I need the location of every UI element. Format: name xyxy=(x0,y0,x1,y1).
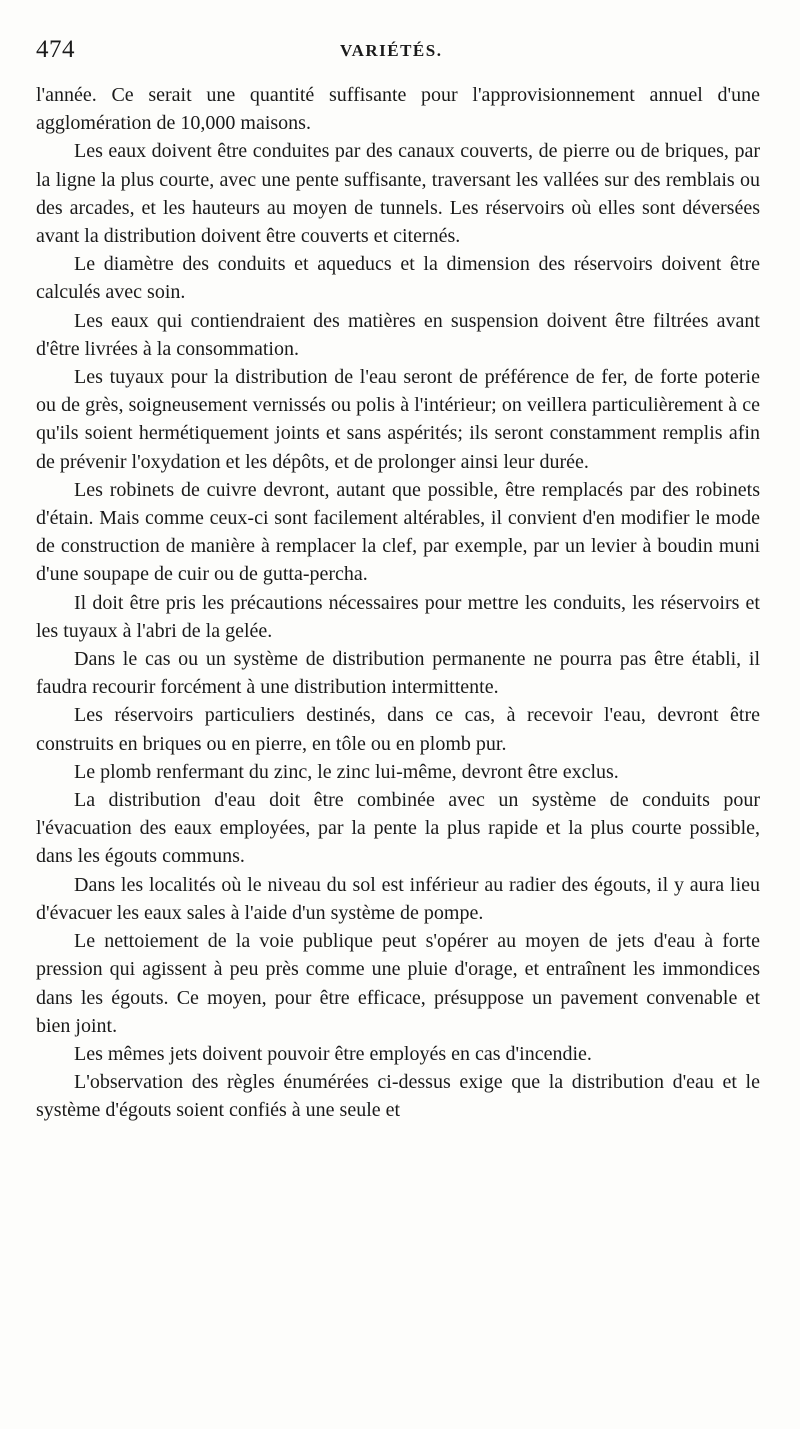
running-title: VARIÉTÉS. xyxy=(340,41,443,60)
paragraph: Le plomb renfermant du zinc, le zinc lui-même, devront être exclus. xyxy=(74,760,619,783)
paragraph: Dans les localités où le niveau du sol est inférieur au radier des égouts, il y aura lieu d'évacuer les eaux sales à l'aide d'un système de pompe. xyxy=(36,873,760,924)
paragraph: Le nettoiement de la voie publique peut s'opérer au moyen de jets d'eau à forte pression qui agissent à peu près comme une pluie d'orage, et entraînent les immondices dans les égouts. Ce moyen, pour être efficace, présuppose un pavement convenable et bien joint. xyxy=(36,930,760,1037)
paragraph: Les eaux doivent être conduites par des canaux couverts, de pierre ou de briques, par la ligne la plus courte, avec une pente suffisante, traversant les vallées sur des remblais ou des arcades, et les hauteurs au moyen de tunnels. Les réservoirs où elles sont déversées avant la distribution doivent être couverts et citernés. xyxy=(36,140,760,248)
body-text xyxy=(36,81,760,1125)
page-number: 474 xyxy=(36,36,75,63)
paragraph: Le diamètre des conduits et aqueducs et la dimension des réservoirs doivent être calculés avec soin. xyxy=(36,253,760,304)
running-head xyxy=(36,36,764,66)
paragraph: L'observation des règles énumérées ci-dessus exige que la distribution d'eau et le système d'égouts soient confiés à une seule et xyxy=(36,1071,760,1122)
paragraph: Il doit être pris les précautions nécessaires pour mettre les conduits, les réservoirs et les tuyaux à l'abri de la gelée. xyxy=(36,591,760,642)
paragraph: Les eaux qui contiendraient des matières en suspension doivent être filtrées avant d'être livrées à la consommation. xyxy=(36,309,760,360)
paragraph: Les tuyaux pour la distribution de l'eau seront de préférence de fer, de forte poterie ou de grès, soigneusement vernissés ou polis à l'intérieur; on veillera particulièrement à ce qu'ils soient hermétiquement joints et sans aspérités; ils seront constamment remplis afin de prévenir l'oxydation et les dépôts, et de prolonger ainsi leur durée. xyxy=(36,366,760,473)
paragraph-continued: l'année. Ce serait une quantité suffisante pour l'approvisionnement annuel d'une agglomération de 10,000 maisons. xyxy=(36,84,760,135)
paragraph: Les réservoirs particuliers destinés, dans ce cas, à recevoir l'eau, devront être construits en briques ou en pierre, en tôle ou en plomb pur. xyxy=(36,704,760,755)
paragraph: Dans le cas ou un système de distribution permanente ne pourra pas être établi, il faudra recourir forcément à une distribution intermittente. xyxy=(36,648,760,699)
paragraph: Les mêmes jets doivent pouvoir être employés en cas d'incendie. xyxy=(74,1042,592,1065)
paragraph: Les robinets de cuivre devront, autant que possible, être remplacés par des robinets d'étain. Mais comme ceux-ci sont facilement altérables, il convient d'en modifier le mode de construction de manière à remplacer la clef, par exemple, par un levier à boudin muni d'une soupape de cuir ou de gutta-percha. xyxy=(36,478,760,586)
paragraph: La distribution d'eau doit être combinée avec un système de conduits pour l'évacuation des eaux employées, par la pente la plus rapide et la plus courte possible, dans les égouts communs. xyxy=(36,789,760,868)
